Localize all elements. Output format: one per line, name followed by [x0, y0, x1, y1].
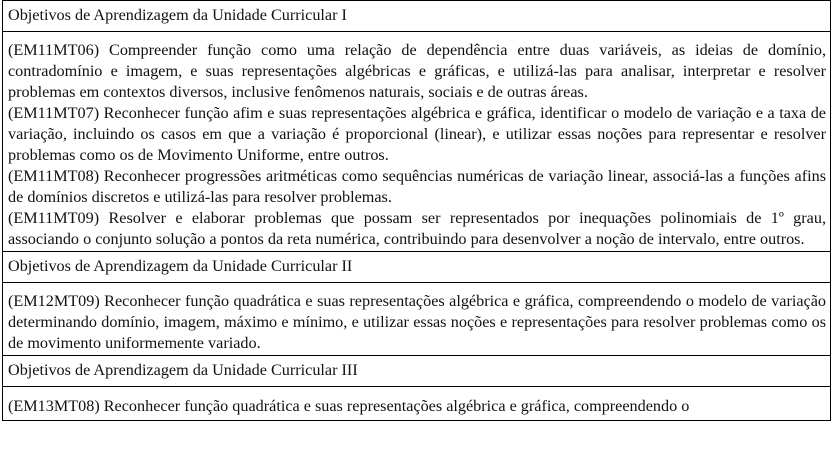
objectives-table — [2, 0, 831, 421]
section-header-row — [3, 356, 831, 387]
section-body-row — [3, 387, 831, 421]
objective-em11mt06: (EM11MT06) Compreender função como uma relação de dependência entre duas variáveis, as ideias de domínio, contradomínio e imagem, e suas representações algébricas e gráficas, e utilizá-las para analisar, interpretar e resolver problemas em contextos diversos, inclusive fenômenos naturais, sociais e de outras áreas. — [8, 41, 826, 101]
section-body-row — [3, 32, 831, 252]
objective-em11mt07: (EM11MT07) Reconhecer função afim e suas representações algébrica e gráfica, identificar o modelo de variação e a taxa de variação, incluindo os casos em que a variação é proporcional (linear), e utilizar essas noções para representar e resolver problemas como os de Movimento Uniforme, entre outros. — [8, 104, 826, 164]
section-body-unit-1 — [3, 32, 831, 252]
section-header-row — [3, 252, 831, 283]
objective-em11mt08: (EM11MT08) Reconhecer progressões aritméticas como sequências numéricas de variação linear, associá-las a funções afins de domínios discretos e utilizá-las para resolver problemas. — [8, 167, 826, 206]
section-body-unit-3 — [3, 387, 831, 421]
objective-em13mt08: (EM13MT08) Reconhecer função quadrática e suas representações algébrica e gráfica, compreendendo o — [8, 397, 690, 415]
section-header-unit-1: Objetivos de Aprendizagem da Unidade Curricular I — [3, 1, 831, 32]
section-body-row — [3, 283, 831, 356]
section-header-unit-3: Objetivos de Aprendizagem da Unidade Curricular III — [3, 356, 831, 387]
section-header-unit-2: Objetivos de Aprendizagem da Unidade Curricular II — [3, 252, 831, 283]
section-body-unit-2 — [3, 283, 831, 356]
objective-em12mt09: (EM12MT09) Reconhecer função quadrática e suas representações algébrica e gráfica, compreendendo o modelo de variação determinando domínio, imagem, máximo e mínimo, e utilizar essas noções e representações para resolver problemas como os de movimento uniformemente variado. — [8, 292, 826, 352]
section-header-row — [3, 1, 831, 32]
objective-em11mt09: (EM11MT09) Resolver e elaborar problemas que possam ser representados por inequações polinomiais de 1º grau, associando o conjunto solução a pontos da reta numérica, contribuindo para desenvolver a noção de intervalo, entre outros. — [8, 209, 826, 248]
